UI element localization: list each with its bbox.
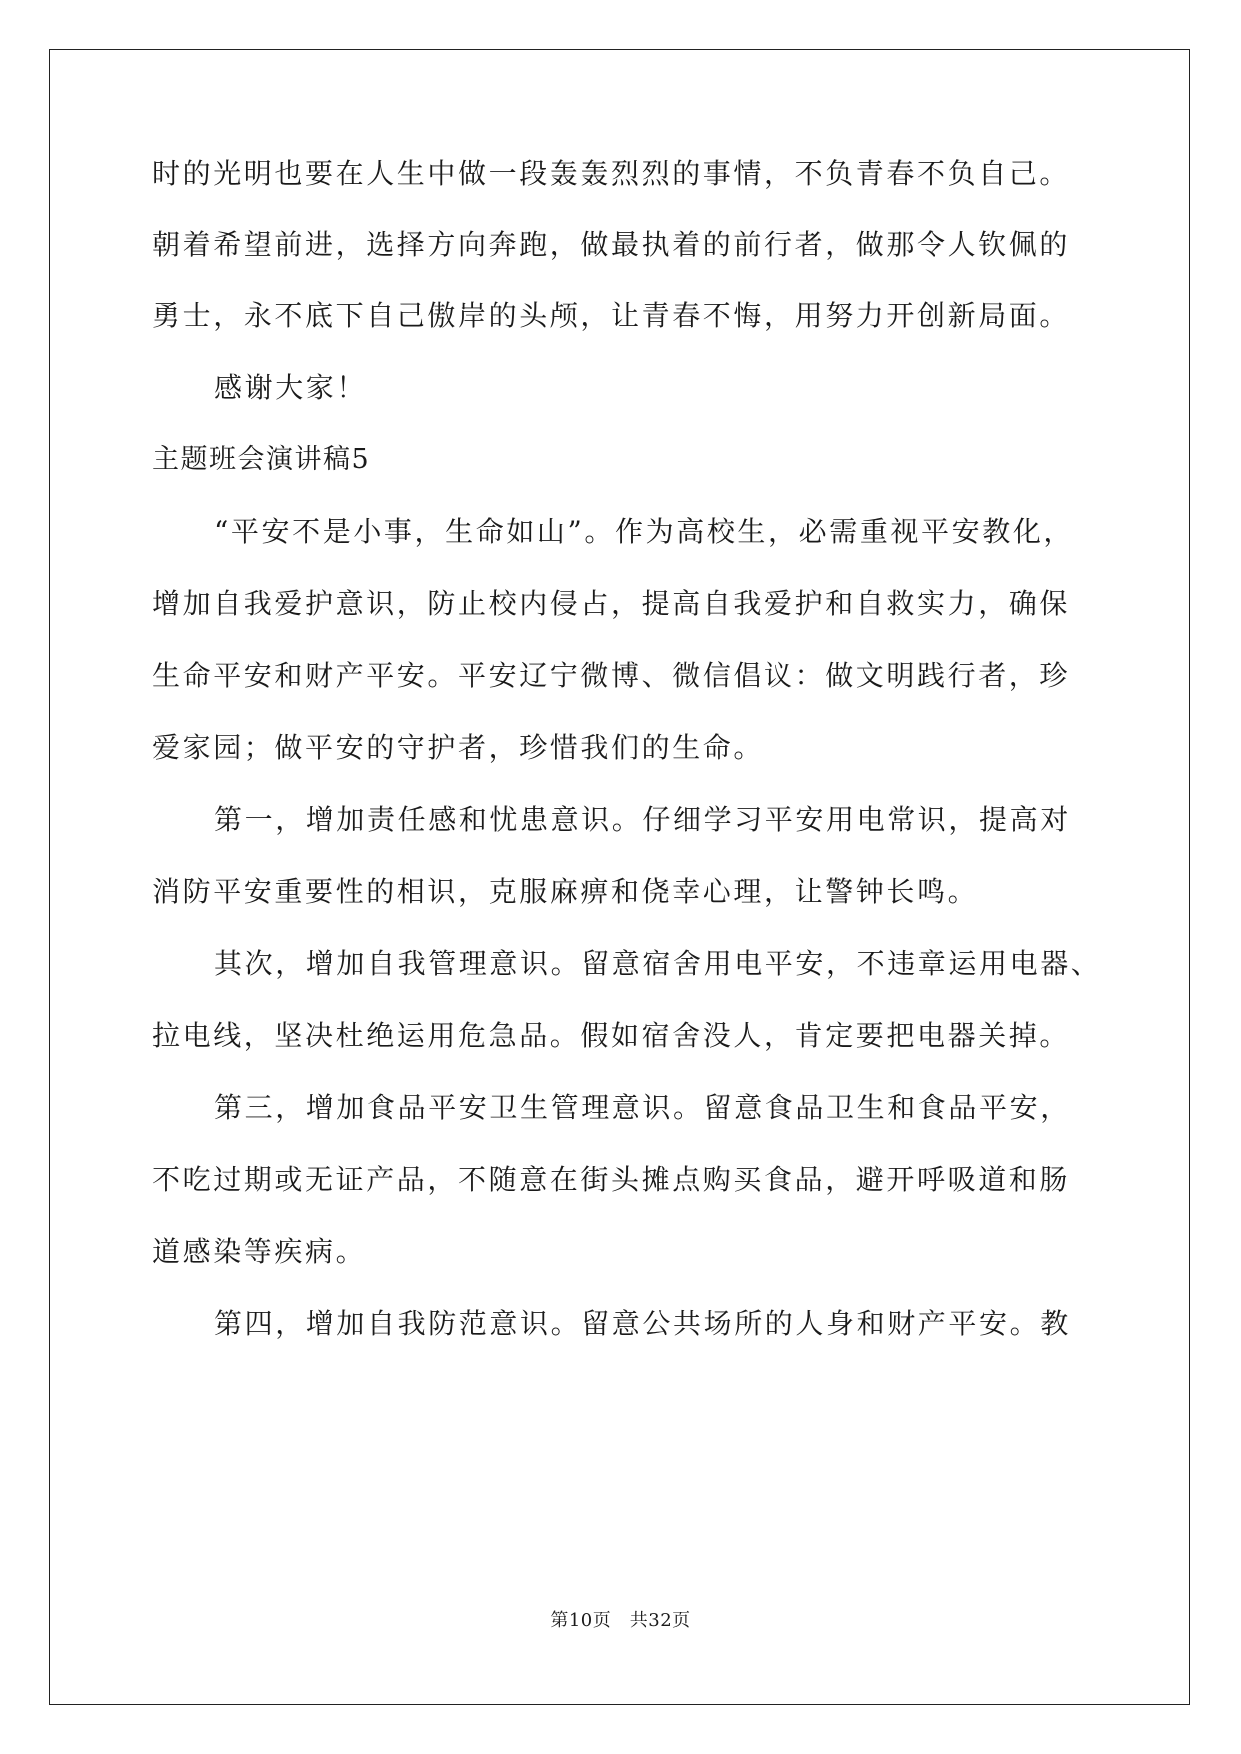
body-line: 生命平安和财产平安。平安辽宁微博、微信倡议：做文明践行者，珍 — [152, 659, 1071, 692]
body-line: 爱家园；做平安的守护者，珍惜我们的生命。 — [152, 731, 765, 764]
body-line: 不吃过期或无证产品，不随意在街头摊点购买食品，避开呼吸道和肠 — [152, 1163, 1071, 1196]
body-line: 勇士，永不底下自己傲岸的头颅，让青春不悔，用努力开创新局面。 — [152, 299, 1071, 332]
body-line: 增加自我爱护意识，防止校内侵占，提高自我爱护和自救实力，确保 — [152, 587, 1071, 620]
body-line: 第一，增加责任感和忧患意识。仔细学习平安用电常识，提高对 — [214, 803, 1071, 836]
body-line: 第三，增加食品平安卫生管理意识。留意食品卫生和食品平安， — [214, 1091, 1071, 1124]
body-line: 消防平安重要性的相识，克服麻痹和侥幸心理，让警钟长鸣。 — [152, 875, 979, 908]
body-line: 拉电线，坚决杜绝运用危急品。假如宿舍没人，肯定要把电器关掉。 — [152, 1019, 1071, 1052]
body-line: 感谢大家！ — [214, 371, 368, 404]
body-line: 第四，增加自我防范意识。留意公共场所的人身和财产平安。教 — [214, 1307, 1071, 1340]
body-line: 道感染等疾病。 — [152, 1235, 367, 1268]
body-line: 其次，增加自我管理意识。留意宿舍用电平安，不违章运用电器、 — [214, 947, 1102, 980]
body-line: “平安不是小事，生命如山”。作为高校生，必需重视平安教化， — [214, 515, 1075, 548]
page-number-footer: 第10页 共32页 — [550, 1610, 691, 1631]
section-heading: 主题班会演讲稿5 — [152, 444, 371, 475]
body-line: 时的光明也要在人生中做一段轰轰烈烈的事情，不负青春不负自己。 — [152, 157, 1071, 190]
body-line: 朝着希望前进，选择方向奔跑，做最执着的前行者，做那令人钦佩的 — [152, 228, 1071, 261]
